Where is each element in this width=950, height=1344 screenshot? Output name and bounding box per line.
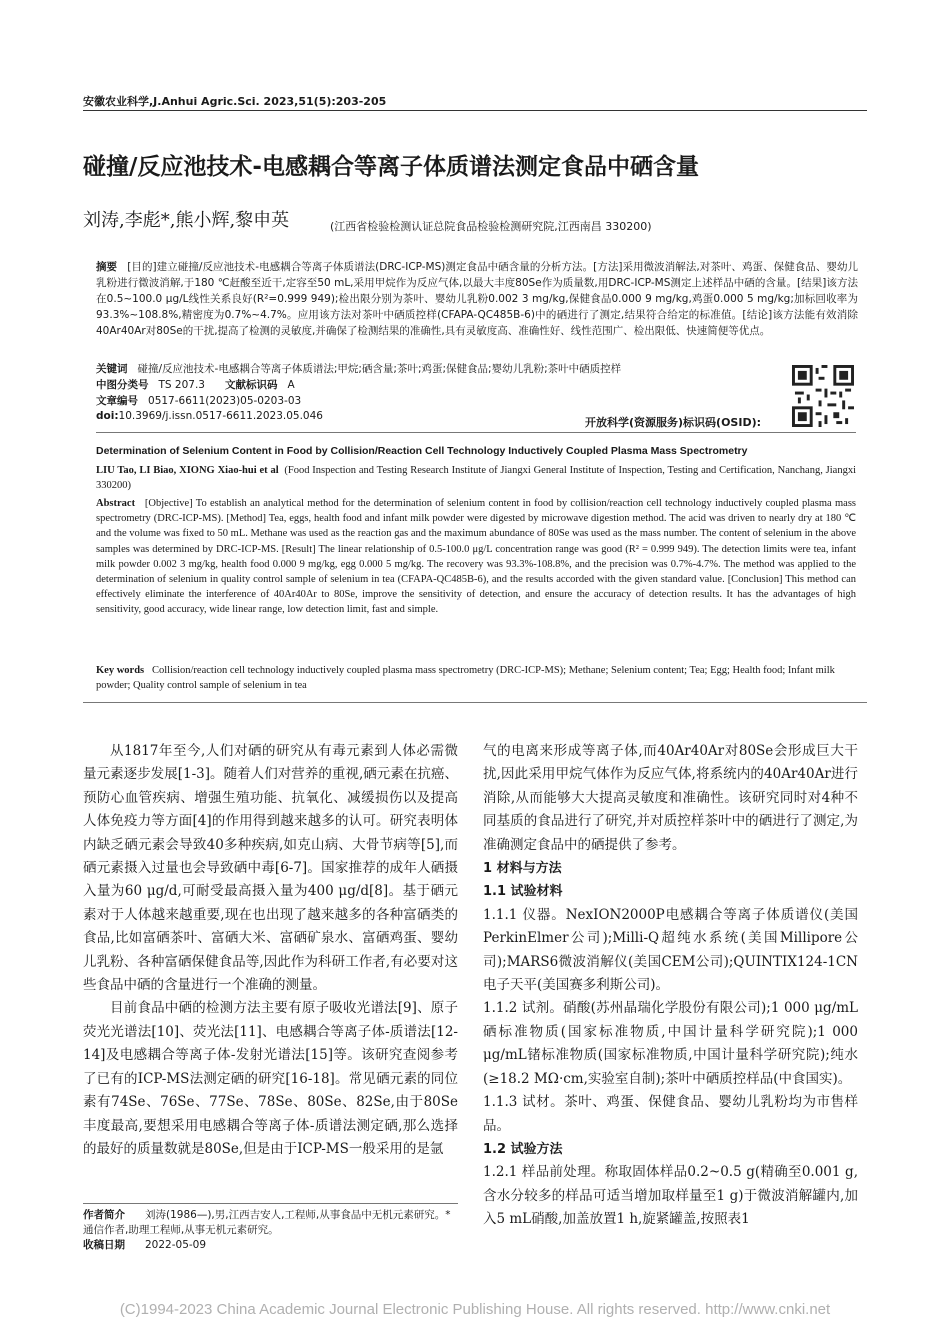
body-paragraph: 目前食品中硒的检测方法主要有原子吸收光谱法[9]、原子荧光光谱法[10]、荧光法[11]、电感耦合等离子体-质谱法[12-14]及电感耦合等离子体-发射光谱法[15]等。该研究查阅参考了已有的ICP-MS法测定硒的研究[16-18]。常见硒元素的同位素有74Se、76Se、77Se、78Se、80Se、82Se,由于80Se丰度最高,要想采用电感耦合等离子体-质谱法测定硒,那么选择的最好的质量数就是80Se,但是由于ICP-MS一般采用的是氩	[83, 1000, 458, 1157]
author-bio	[83, 1208, 458, 1238]
title-en: Determination of Selenium Content in Food by Collision/Reaction Cell Technology Inductively Coupled Plasma Mass Spectrometry	[96, 445, 748, 457]
article-number-label: 文章编号	[96, 395, 138, 407]
received-date	[83, 1238, 458, 1253]
affiliation-cn: (江西省检验检测认证总院食品检验检测研究院,江西南昌 330200)	[330, 220, 652, 233]
author-bio-text: 刘涛(1986—),男,江西吉安人,工程师,从事食品中无机元素研究。*通信作者,助理工程师,从事无机元素研究。	[83, 1209, 451, 1236]
header-rule	[83, 110, 867, 111]
classification-label: 中图分类号	[96, 379, 149, 391]
section-heading: 1 材料与方法	[483, 861, 562, 877]
doi	[96, 410, 323, 422]
classification-value: TS 207.3	[158, 379, 205, 391]
doc-code-value: A	[287, 379, 295, 391]
doi-label: doi:	[96, 410, 119, 422]
doc-code-label: 文献标识码	[225, 379, 278, 391]
body-paragraph: 从1817年至今,人们对硒的研究从有毒元素到人体必需微量元素逐步发展[1-3]。随着人们对营养的重视,硒元素在抗癌、预防心血管疾病、增强生殖功能、抗氧化、减缓损伤以及提高人体免疫力等方面[4]的作用得到越来越多的认可。研究表明体内缺乏硒元素会导致40多种疾病,如克山病、大骨节病等[5],而硒元素摄入过量也会导致硒中毒[6-7]。国家推荐的成年人硒摄入量为60 μg/d,可耐受最高摄入量为400 μg/d[8]。基于硒元素对于人体越来越重要,现在也出现了越来越多的各种富硒类的食品,比如富硒茶叶、富硒大米、富硒矿泉水、富硒鸡蛋、婴幼儿乳粉、各种富硒保健食品等,因此作为科研工作者,有必要对这些食品中硒的含量进行一个准确的测量。	[83, 743, 458, 994]
abstract-en-text: [Objective] To establish an analytical method for the determination of selenium content in food by collision/reaction cell technology inductively coupled plasma mass spectrometry (DRC-ICP-MS). [Method] Tea, eggs, health food and infant milk powder were digested by microwave digestion method. The acid was driven to nearly dry at 180 ℃ and the volume was fixed to 50 mL. Methane was used as the reaction gas and the maximum abundance of 80Se was used as the mass number. The content of selenium in the above samples was determined by DRC-ICP-MS. [Result] The linear relationship of 0.5-100.0 μg/L concentration range was good (R² = 0.999 949). The detection limits were tea, infant milk powder 0.002 3 mg/kg, health food 0.000 9 mg/kg, egg 0.000 5 mg/kg. The recovery was 93.3%-108.8%, and the precision was 0.7%-4.7%. The method was applied to the determination of selenium in quality control sample of selenium in tea (CFAPA-QC485B-6), and the results accorded with the given standard value. [Conclusion] This method can effectively eliminate the interference of 40Ar40Ar to 80Se, improve the sensitivity of detection, and ensure the accuracy of detection results. It has the advantages of high sensitivity, good accuracy, wide linear range, low detection limit, fast and simple.	[96, 498, 856, 616]
keywords-en-label: Key words	[96, 665, 145, 676]
copyright-footer: (C)1994-2023 China Academic Journal Electronic Publishing House. All rights reserved. http://www.cnki.net	[119, 1301, 831, 1318]
subsection-text: 1.1.1 仪器。NexION2000P电感耦合等离子体质谱仪(美国PerkinElmer公司);Milli-Q超纯水系统(美国Millipore公司);MARS6微波消解仪(美国CEM公司);QUINTIX124-1CN电子天平(美国赛多利斯公司)。	[483, 906, 858, 994]
body-paragraph: 气的电离来形成等离子体,而40Ar40Ar对80Se会形成巨大干扰,因此采用甲烷气体作为反应气体,将系统内的40Ar40Ar进行消除,从而能够大大提高灵敏度和准确性。该研究同时对4种不同基质的食品进行了研究,并对质控样茶叶中的硒进行了测定,为准确测定食品中的硒提供了参考。	[483, 743, 858, 853]
keywords-en	[96, 663, 856, 693]
subsection-text: 1.1.2 试剂。硝酸(苏州晶瑞化学股份有限公司);1 000 μg/mL硒标准物质(国家标准物质,中国计量科学研究院);1 000 μg/mL锗标准物质(国家标准物质,中国计量科学研究院);纯水(≥18.2 MΩ·cm,实验室自制);茶叶中硒质控样品(中食国实)。	[483, 1000, 858, 1087]
author-bio-label: 作者简介	[83, 1209, 125, 1221]
keywords-cn-text: 碰撞/反应池技术-电感耦合等离子体质谱法;甲烷;硒含量;茶叶;鸡蛋;保健食品;婴幼儿乳粉;茶叶中硒质控样	[137, 363, 622, 375]
keywords-cn	[96, 361, 786, 376]
abstract-cn-text: [目的]建立碰撞/反应池技术-电感耦合等离子体质谱法(DRC-ICP-MS)测定食品中硒含量的分析方法。[方法]采用微波消解法,对茶叶、鸡蛋、保健食品、婴幼儿乳粉进行微波消解,于180 ℃赶酸至近干,定容至50 mL,采用甲烷作为反应气体,以最大丰度80Se作为质量数,用DRC-ICP-MS测定上述样品中硒的含量。[结果]该方法在0.5~100.0 μg/L线性关系良好(R²=0.999 949);检出限分别为茶叶、婴幼儿乳粉0.002 3 mg/kg,保健食品0.000 9 mg/kg,鸡蛋0.000 5 mg/kg;加标回收率为93.3%~108.8%,精密度为0.7%~4.7%。应用该方法对茶叶中硒质控样(CFAPA-QC485B-6)中的硒进行了测定,结果符合给定的标准值。[结论]该方法能有效消除40Ar40Ar对80Se的干扰,提高了检测的灵敏度,并确保了检测结果的准确性,具有灵敏度高、准确性好、线性范围广、检出限低、快速简便等优点。	[96, 261, 859, 337]
authors-en-block	[96, 463, 856, 493]
subsection-heading: 1.2 试验方法	[483, 1141, 563, 1157]
subsection-text: 1.2.1 样品前处理。称取固体样品0.2~0.5 g(精确至0.001 g,含水分较多的样品可适当增加取样量至1 g)于微波消解罐内,加入5 mL硝酸,加盖放置1 h,旋紧罐盖,按照表1	[483, 1164, 858, 1228]
journal-header: 安徽农业科学,J.Anhui Agric.Sci. 2023,51(5):203-205	[83, 95, 387, 108]
body-column-right	[483, 740, 858, 1232]
abstract-en-label: Abstract	[96, 498, 136, 509]
footnotes	[83, 1208, 458, 1253]
doi-value: 10.3969/j.issn.0517-6611.2023.05.046	[118, 410, 323, 422]
authors-cn: 刘涛,李彪*,熊小辉,黎申英	[83, 210, 290, 231]
affiliation-en: (Food Inspection and Testing Research Institute of Jiangxi General Institute of Inspection, Testing and Certification, Nanchang, Jiangxi 330200)	[96, 465, 857, 491]
qr-code	[792, 365, 854, 427]
section-rule	[96, 432, 856, 433]
abstract-en	[96, 496, 856, 618]
body-column-left	[83, 740, 458, 1161]
subsection-text: 1.1.3 试材。茶叶、鸡蛋、保健食品、婴幼儿乳粉均为市售样品。	[483, 1094, 858, 1134]
authors-en: LIU Tao, LI Biao, XIONG Xiao-hui et al	[96, 465, 279, 476]
received-date-label: 收稿日期	[83, 1239, 125, 1251]
footnote-rule	[83, 1203, 458, 1204]
keywords-en-text: Collision/reaction cell technology inductively coupled plasma mass spectrometry (DRC-ICP-MS); Methane; Selenium content; Tea; Egg; Health food; Infant milk powder; Quality control sample of selenium in tea	[96, 665, 835, 691]
keywords-cn-label: 关键词	[96, 363, 128, 375]
osid-label: 开放科学(资源服务)标识码(OSID):	[585, 416, 762, 429]
subsection-heading: 1.1 试验材料	[483, 884, 563, 900]
article-number-value: 0517-6611(2023)05-0203-03	[148, 395, 302, 407]
received-date-value: 2022-05-09	[145, 1239, 207, 1251]
abstract-cn	[96, 259, 858, 339]
article-number	[96, 393, 301, 408]
body-rule	[83, 702, 867, 703]
classification	[96, 377, 295, 392]
abstract-cn-label: 摘要	[96, 261, 118, 273]
page-title: 碰撞/反应池技术-电感耦合等离子体质谱法测定食品中硒含量	[83, 154, 699, 180]
